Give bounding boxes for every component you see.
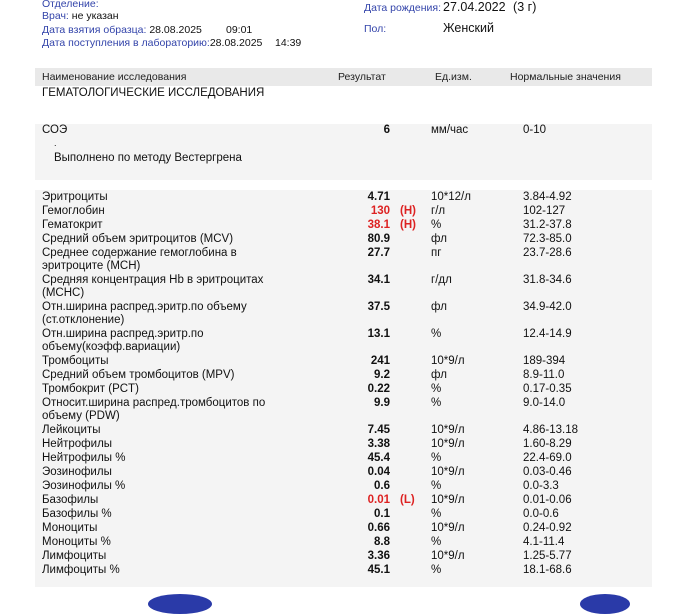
- result-norm: 9.0-14.0: [523, 397, 566, 409]
- result-value: 0.6: [374, 480, 390, 492]
- result-value: 80.9: [367, 233, 390, 245]
- result-unit: 10*12/л: [431, 191, 471, 203]
- result-norm: 189-394: [523, 355, 566, 367]
- bottom-decoration-left: [148, 594, 212, 614]
- result-value: 241: [370, 355, 390, 367]
- result-name: Отн.ширина распред.эритр.по: [42, 328, 204, 340]
- sample-date-line: [42, 24, 202, 36]
- result-name-cont: (ст.отклонение): [42, 314, 125, 326]
- lab-date-label: Дата поступления в лабораторию:: [42, 37, 210, 49]
- result-name: Относит.ширина распред.тромбоцитов по: [42, 397, 266, 409]
- result-value: 45.4: [367, 452, 390, 464]
- result-name: Нейтрофилы: [42, 438, 113, 450]
- result-value: 3.36: [367, 550, 390, 562]
- result-unit: г/л: [431, 205, 446, 217]
- soe-dot: .: [54, 138, 57, 148]
- result-name: Базофилы: [42, 494, 99, 506]
- soe-unit: мм/час: [431, 124, 469, 136]
- col-name-header: Наименование исследования: [42, 71, 187, 83]
- age-value: (3 г): [513, 0, 537, 14]
- result-norm: 12.4-14.9: [523, 328, 572, 340]
- lab-date-line: [42, 37, 262, 49]
- result-name: Средний объем эритроцитов (MCV): [42, 233, 234, 245]
- result-unit: 10*9/л: [431, 424, 465, 436]
- sex-value: Женский: [443, 21, 494, 35]
- result-unit: 10*9/л: [431, 438, 465, 450]
- result-name: Тромбоциты: [42, 355, 109, 367]
- result-name: Лимфоциты %: [42, 564, 120, 576]
- result-name-cont: объему (PDW): [42, 410, 120, 422]
- result-norm: 102-127: [523, 205, 566, 217]
- result-name: Моноциты %: [42, 536, 111, 548]
- sample-date-value: 28.08.2025: [149, 24, 202, 36]
- result-unit: фл: [431, 301, 447, 313]
- result-value: 0.04: [367, 466, 390, 478]
- result-norm: 0.24-0.92: [523, 522, 572, 534]
- sample-time-value: 09:01: [226, 24, 253, 36]
- result-value: 4.71: [367, 191, 390, 203]
- result-norm: 0.0-0.6: [523, 508, 559, 520]
- result-name: Лейкоциты: [42, 424, 101, 436]
- result-value: 0.1: [374, 508, 390, 520]
- result-flag: (L): [400, 494, 415, 506]
- doctor-line: [42, 10, 119, 22]
- result-unit: 10*9/л: [431, 522, 465, 534]
- birth-value: 27.04.2022: [443, 0, 506, 14]
- result-unit: 10*9/л: [431, 550, 465, 562]
- result-unit: пг: [431, 247, 442, 259]
- result-name-cont: объему(коэфф.вариации): [42, 341, 181, 353]
- result-name: Эозинофилы %: [42, 480, 126, 492]
- result-norm: 34.9-42.0: [523, 301, 572, 313]
- result-norm: 0.0-3.3: [523, 480, 559, 492]
- col-norm-header: Нормальные значения: [510, 71, 621, 83]
- result-name: Средняя концентрация Hb в эритроцитах: [42, 274, 264, 286]
- result-unit: 10*9/л: [431, 355, 465, 367]
- col-result-header: Результат: [338, 71, 386, 83]
- result-norm: 0.03-0.46: [523, 466, 572, 478]
- result-norm: 23.7-28.6: [523, 247, 572, 259]
- result-unit: фл: [431, 233, 447, 245]
- result-unit: фл: [431, 369, 447, 381]
- result-name: Среднее содержание гемоглобина в: [42, 247, 237, 259]
- result-name: Эозинофилы: [42, 466, 112, 478]
- result-norm: 72.3-85.0: [523, 233, 572, 245]
- col-unit-header: Ед.изм.: [435, 71, 472, 83]
- result-value: 3.38: [367, 438, 390, 450]
- result-name: Тромбокрит (PCT): [42, 383, 139, 395]
- result-norm: 18.1-68.6: [523, 564, 572, 576]
- result-value: 34.1: [367, 274, 390, 286]
- result-value: 9.2: [374, 369, 390, 381]
- result-norm: 4.1-11.4: [523, 536, 565, 548]
- result-name: Эритроциты: [42, 191, 108, 203]
- result-flag: (H): [400, 205, 416, 217]
- result-norm: 1.25-5.77: [523, 550, 572, 562]
- result-name: Базофилы %: [42, 508, 112, 520]
- result-value: 130: [370, 205, 390, 217]
- bottom-decoration-right: [580, 594, 630, 614]
- result-name-cont: (MCHC): [42, 287, 85, 299]
- doctor-label: Врач:: [42, 10, 69, 22]
- result-flag: (H): [400, 219, 416, 231]
- result-value: 9.9: [374, 397, 390, 409]
- result-norm: 4.86-13.18: [523, 424, 578, 436]
- birth-value-line: [443, 0, 536, 14]
- soe-value: 6: [383, 124, 390, 136]
- result-unit: %: [431, 536, 442, 548]
- result-unit: %: [431, 219, 442, 231]
- result-value: 27.7: [367, 247, 390, 259]
- soe-method: Выполнено по методу Вестергрена: [54, 152, 242, 164]
- result-value: 37.5: [367, 301, 390, 313]
- result-name: Нейтрофилы %: [42, 452, 126, 464]
- result-name: Моноциты: [42, 522, 98, 534]
- result-value: 13.1: [367, 328, 390, 340]
- result-unit: %: [431, 383, 442, 395]
- lab-date-value: 28.08.2025: [209, 37, 263, 49]
- result-norm: 0.01-0.06: [523, 494, 572, 506]
- sex-label: Пол:: [364, 23, 387, 35]
- result-name: Средний объем тромбоцитов (MPV): [42, 369, 235, 381]
- result-norm: 31.2-37.8: [523, 219, 572, 231]
- soe-norm: 0-10: [523, 124, 547, 136]
- result-name-cont: эритроците (MCH): [42, 260, 141, 272]
- section-title: ГЕМАТОЛОГИЧЕСКИЕ ИССЛЕДОВАНИЯ: [42, 87, 265, 99]
- result-unit: %: [431, 452, 442, 464]
- result-name: Отн.ширина распред.эритр.по объему: [42, 301, 247, 313]
- result-value: 0.01: [367, 494, 390, 506]
- birth-label: Дата рождения:: [364, 2, 441, 14]
- result-unit: %: [431, 397, 442, 409]
- result-unit: г/дл: [431, 274, 452, 286]
- soe-name: СОЭ: [42, 124, 68, 136]
- result-unit: %: [431, 328, 442, 340]
- result-value: 7.45: [367, 424, 390, 436]
- result-norm: 8.9-11.0: [523, 369, 565, 381]
- result-name: Гемоглобин: [42, 205, 105, 217]
- result-value: 0.22: [367, 383, 390, 395]
- result-value: 38.1: [367, 219, 390, 231]
- result-unit: 10*9/л: [431, 466, 465, 478]
- result-unit: %: [431, 564, 442, 576]
- result-norm: 3.84-4.92: [523, 191, 572, 203]
- sample-date-label: Дата взятия образца:: [42, 24, 147, 36]
- department-label: Отделение:: [42, 0, 99, 10]
- doctor-value: не указан: [71, 10, 119, 22]
- result-value: 45.1: [367, 564, 390, 576]
- result-unit: %: [431, 480, 442, 492]
- table-header: [35, 68, 652, 86]
- result-value: 8.8: [374, 536, 390, 548]
- result-name: Лимфоциты: [42, 550, 107, 562]
- result-norm: 31.8-34.6: [523, 274, 572, 286]
- result-value: 0.66: [367, 522, 390, 534]
- result-unit: %: [431, 508, 442, 520]
- result-norm: 22.4-69.0: [523, 452, 572, 464]
- result-unit: 10*9/л: [431, 494, 465, 506]
- result-name: Гематокрит: [42, 219, 103, 231]
- result-norm: 0.17-0.35: [523, 383, 572, 395]
- result-norm: 1.60-8.29: [523, 438, 572, 450]
- lab-time-value: 14:39: [275, 37, 302, 49]
